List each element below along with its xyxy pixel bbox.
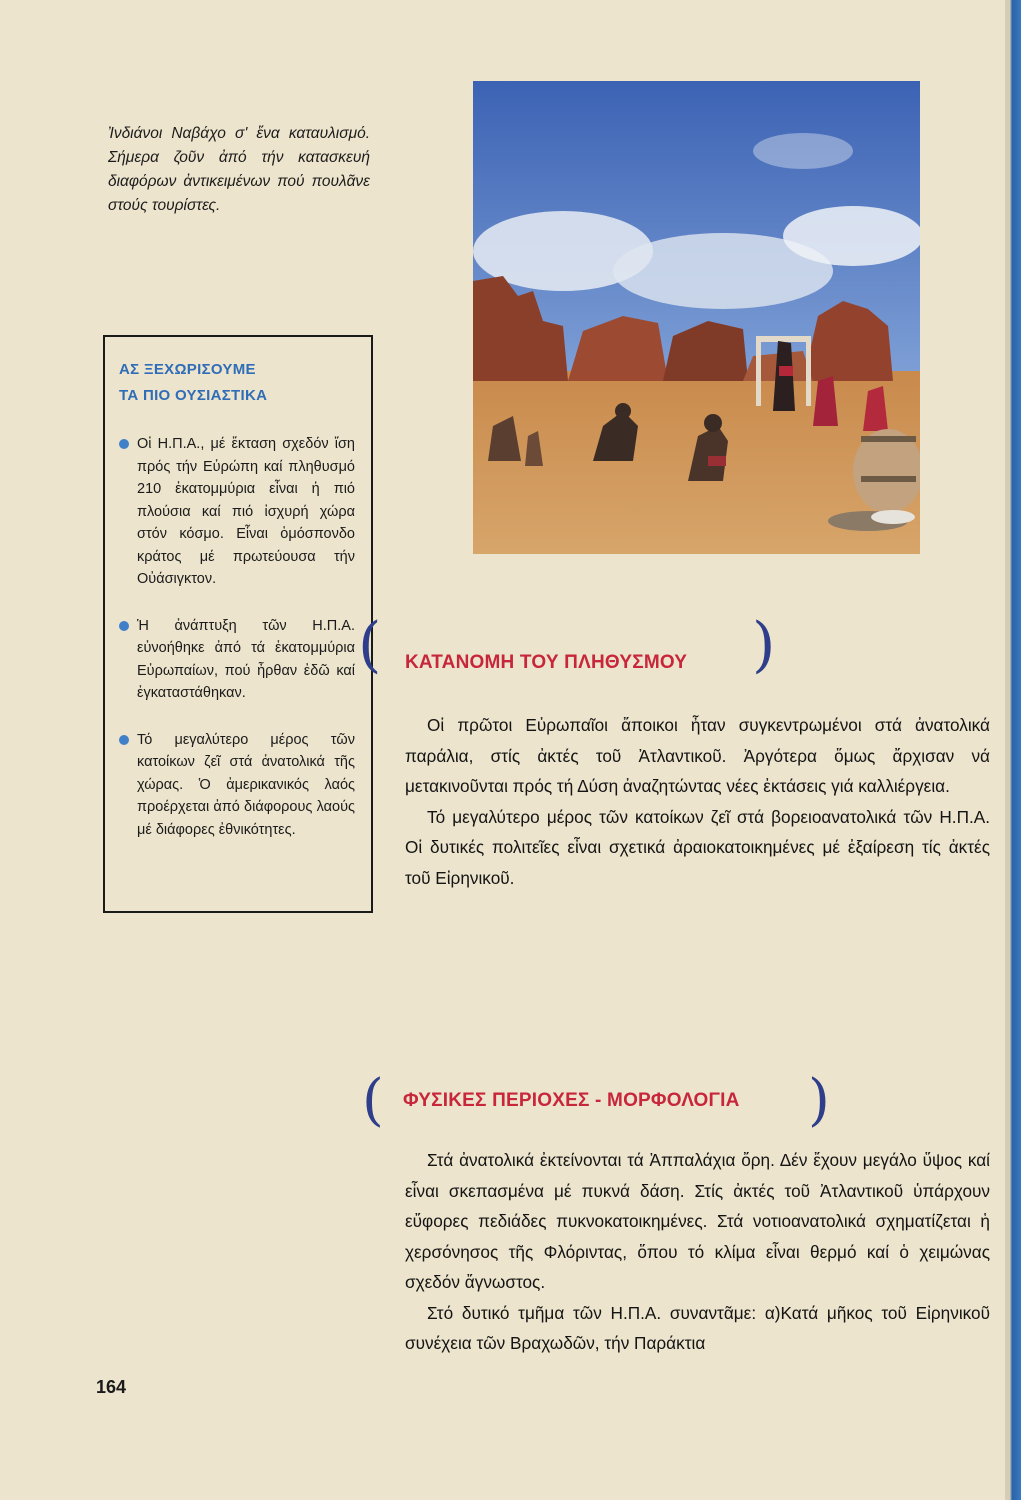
- page-number: 164: [96, 1377, 127, 1397]
- summary-bullet-text: Ἡ ἀνάπτυξη τῶν Η.Π.Α. εὐνοήθηκε ἀπό τά ἑκατομμύρια Εὐρωπαίων, πού ἦρθαν ἐδῶ καί ἐγκαταστάθηκαν.: [137, 617, 355, 701]
- navajo-camp-photo: [473, 81, 920, 554]
- section-heading-regions: ΦΥΣΙΚΕΣ ΠΕΡΙΟΧΕΣ - ΜΟΡΦΟΛΟΓΙΑ: [403, 1090, 740, 1111]
- photo-caption: Ἰνδιάνοι Ναβάχο σ' ἕνα καταυλισμό. Σήμερα ζοῦν ἀπό τήν κατασκευή διαφόρων ἀντικειμένων πού πουλᾶνε στούς τουρίστες.: [108, 125, 370, 214]
- summary-bullet: [119, 729, 355, 842]
- section-heading-population: ΚΑΤΑΝΟΜΗ ΤΟΥ ΠΛΗΘΥΣΜΟΥ: [405, 652, 688, 673]
- summary-bullet: [119, 433, 355, 591]
- handwritten-paren-close-1: ): [752, 610, 776, 680]
- handwritten-paren-close-2: ): [808, 1068, 830, 1133]
- right-edge-strip: [1005, 0, 1021, 1500]
- summary-bullet-text: Οἱ Η.Π.Α., μέ ἔκταση σχεδόν ἴση πρός τήν Εὐρώπη καί πληθυσμό 210 ἑκατομμύρια εἶναι ἡ πιό πλούσια καί πιό ἰσχυρή χώρα στόν κόσμο. Εἶναι ὁμόσπονδο κράτος μέ πρωτεύουσα τήν Οὐάσιγκτον.: [137, 436, 355, 587]
- photo-illustration: [473, 81, 920, 554]
- handwritten-paren-open-1: (: [358, 610, 382, 680]
- summary-box-title-line2: ΤΑ ΠΙΟ ΟΥΣΙΑΣΤΙΚΑ: [119, 387, 268, 404]
- summary-bullet: [119, 615, 355, 705]
- summary-bullet-text: Τό μεγαλύτερο μέρος τῶν κατοίκων ζεῖ στά ἀνατολικά τῆς χώρας. Ὁ ἀμερικανικός λαός προέρχεται ἀπό διάφορους λαούς μέ διάφορες ἐθνικότητες.: [137, 731, 355, 838]
- bullet-dot-icon: [119, 439, 129, 449]
- bullet-dot-icon: [119, 621, 129, 631]
- regions-text: [405, 1145, 990, 1359]
- summary-box: [103, 335, 373, 913]
- bullet-dot-icon: [119, 735, 129, 745]
- regions-paragraph: Στό δυτικό τμῆμα τῶν Η.Π.Α. συναντᾶμε: α)Κατά μῆκος τοῦ Εἰρηνικοῦ συνέχεια τῶν Βραχωδῶν, τήν Παράκτια: [405, 1302, 990, 1353]
- population-paragraph: Οἱ πρῶτοι Εὐρωπαῖοι ἄποικοι ἦταν συγκεντρωμένοι στά ἀνατολικά παράλια, στίς ἀκτές τοῦ Ἀτλαντικοῦ. Ἀργότερα ὅμως ἄρχισαν νά μετακινοῦνται πρός τή Δύση ἀναζητώντας νέες ἐκτάσεις γιά καλλιέργεια.: [405, 715, 990, 796]
- summary-box-title: [119, 357, 355, 409]
- population-paragraph: Τό μεγαλύτερο μέρος τῶν κατοίκων ζεῖ στά βορειοανατολικά τῶν Η.Π.Α. Οἱ δυτικές πολιτεῖες εἶναι σχετικά ἀραιοκατοικημένες μέ ἐξαίρεση τίς ἀκτές τοῦ Εἰρηνικοῦ.: [405, 806, 990, 888]
- regions-paragraph: Στά ἀνατολικά ἐκτείνονται τά Ἀππαλάχια ὄρη. Δέν ἔχουν μεγάλο ὕψος καί εἶναι σκεπασμένα μέ πυκνά δάση. Στίς ἀκτές τοῦ Ἀτλαντικοῦ ὑπάρχουν εὔφορες πεδιάδες πυκνοκατοικημένες. Στά νοτιοανατολικά σχηματίζεται ἡ χερσόνησος τῆς Φλόριντας, ὅπου τό κλίμα εἶναι θερμό καί ὁ χειμώνας σχεδόν ἄγνωστος.: [405, 1150, 990, 1292]
- handwritten-paren-open-2: (: [362, 1068, 384, 1133]
- population-text: [405, 710, 990, 893]
- summary-box-title-line1: ΑΣ ΞΕΧΩΡΙΣΟΥΜΕ: [119, 361, 256, 378]
